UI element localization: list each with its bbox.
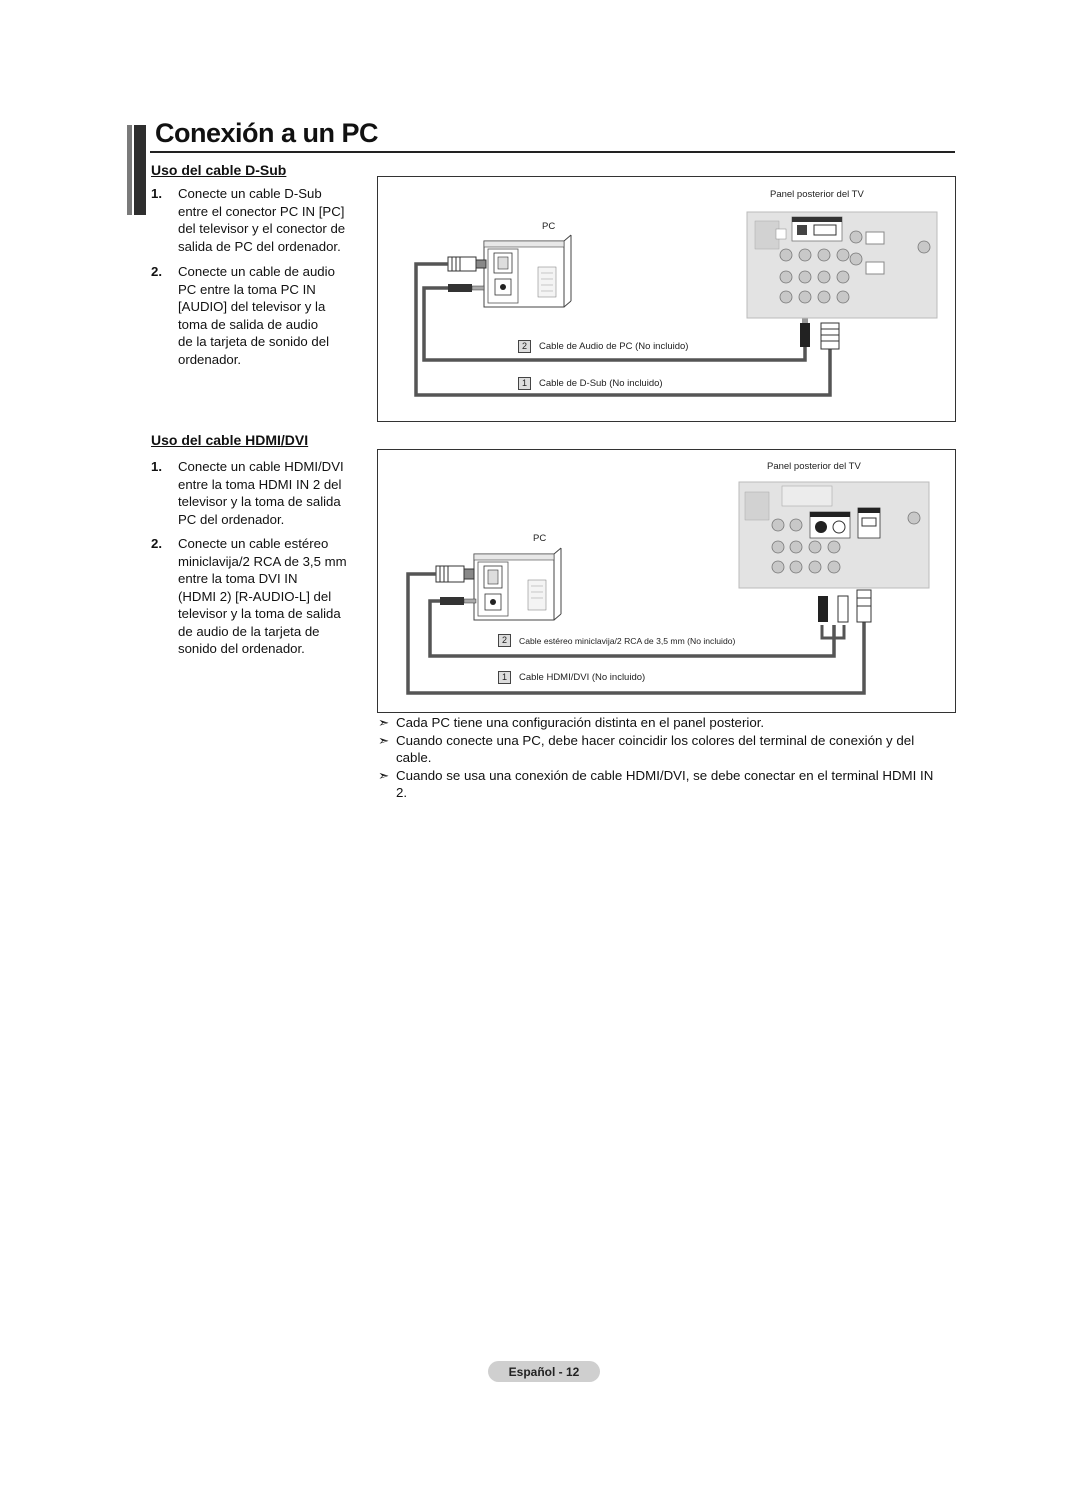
note-text: Cada PC tiene una configuración distinta en el panel posterior. [396,715,765,730]
dsub-cable-caption [518,377,663,390]
step-line: televisor y la toma de salida [178,606,341,621]
step-line: televisor y la toma de salida [178,494,341,509]
caption-text: Cable de Audio de PC (No incluido) [539,341,689,352]
caption-text: Cable HDMI/DVI (No incluido) [519,672,646,683]
section-heading-hdmi: Uso del cable HDMI/DVI [151,432,309,448]
hdmi-cable-caption [498,671,645,684]
step-line: PC del ordenador. [178,511,285,527]
notes-list [378,714,948,802]
step-line: [AUDIO] del televisor y la [178,299,326,314]
tv-dsub-plug-icon [821,323,839,349]
audio-cable-caption [518,340,688,353]
caption-number: 2 [518,340,531,353]
step-line: de audio de la tarjeta de [178,623,320,639]
stereo-cable-caption [498,634,735,647]
section-heading-dsub: Uso del cable D-Sub [151,162,287,178]
step-line: salida de PC del ordenador. [178,238,341,254]
tv-rear-panel-icon [747,212,937,318]
page-title: Conexión a un PC [155,118,379,148]
step-line: Conecte un cable D-Sub [178,186,322,201]
tv-audio-plug-icon [800,323,810,347]
note-item [378,767,948,802]
step-line: de la tarjeta de sonido del [178,334,330,349]
title-accent-bar [127,125,132,215]
step-line: PC entre la toma PC IN [178,281,316,297]
tv-rca-plug-left-icon [818,596,828,622]
title-accent-bar-dark [134,125,146,215]
step-line: del televisor y el conector de [178,221,346,236]
tv-panel-label: Panel posterior del TV [770,189,864,200]
pc-label: PC [533,533,547,544]
step-line: entre la toma DVI IN [178,571,298,586]
caption-number: 2 [498,634,511,647]
dsub-connection-diagram [377,176,956,422]
tv-panel-label: Panel posterior del TV [767,461,861,472]
step-line: entre el conector PC IN [PC] [178,203,345,219]
note-arrow-icon: ➣ [378,715,390,730]
page-number-footer: Español - 12 [488,1361,600,1382]
caption-number: 1 [498,671,511,684]
caption-text: Cable de D-Sub (No incluido) [539,378,663,389]
audio-plug-icon [448,284,484,292]
audio-plug-icon [440,597,476,605]
dsub-plug-icon [448,257,486,271]
note-arrow-icon: ➣ [378,732,390,748]
note-text: Cuando conecte una PC, debe hacer coincidir los colores del terminal de conexión y del cable. [396,732,915,765]
step-number: 1. [151,186,162,201]
step-line: Conecte un cable de audio [178,264,335,279]
tv-rca-plug-right-icon [838,596,848,622]
step-line: toma de salida de audio [178,316,319,332]
note-item [378,714,948,732]
hdmi-diagram-illustration [378,450,955,712]
caption-number: 1 [518,377,531,390]
caption-text: Cable estéreo miniclavija/2 RCA de 3,5 mm (No incluido) [519,635,736,646]
step-line: (HDMI 2) [R-AUDIO-L] del [178,588,332,604]
step-number: 2. [151,264,162,279]
dsub-step-1 [151,185,366,257]
note-item [378,732,948,767]
pc-label: PC [542,221,556,232]
note-text: Cuando se usa una conexión de cable HDMI/DVI, se debe conectar en el terminal HDMI IN 2. [396,767,934,800]
hdmi-step-1 [151,458,366,530]
step-line: entre la toma HDMI IN 2 del [178,476,342,492]
dsub-diagram-illustration [378,177,955,421]
step-line: sonido del ordenador. [178,641,305,656]
title-divider [150,151,955,153]
hdmi-step-2 [151,535,366,660]
pc-tower-icon [484,235,571,307]
step-line: ordenador. [178,351,242,367]
dvi-plug-icon [436,566,474,582]
tv-rear-panel-icon [739,482,929,588]
pc-tower-icon [474,548,561,620]
step-line: Conecte un cable estéreo [178,536,329,551]
hdmi-connection-diagram [377,449,956,713]
note-arrow-icon: ➣ [378,767,390,783]
step-number: 1. [151,459,162,474]
step-number: 2. [151,536,162,551]
step-line: miniclavija/2 RCA de 3,5 mm [178,553,347,569]
dsub-step-2 [151,263,366,371]
step-line: Conecte un cable HDMI/DVI [178,459,344,474]
